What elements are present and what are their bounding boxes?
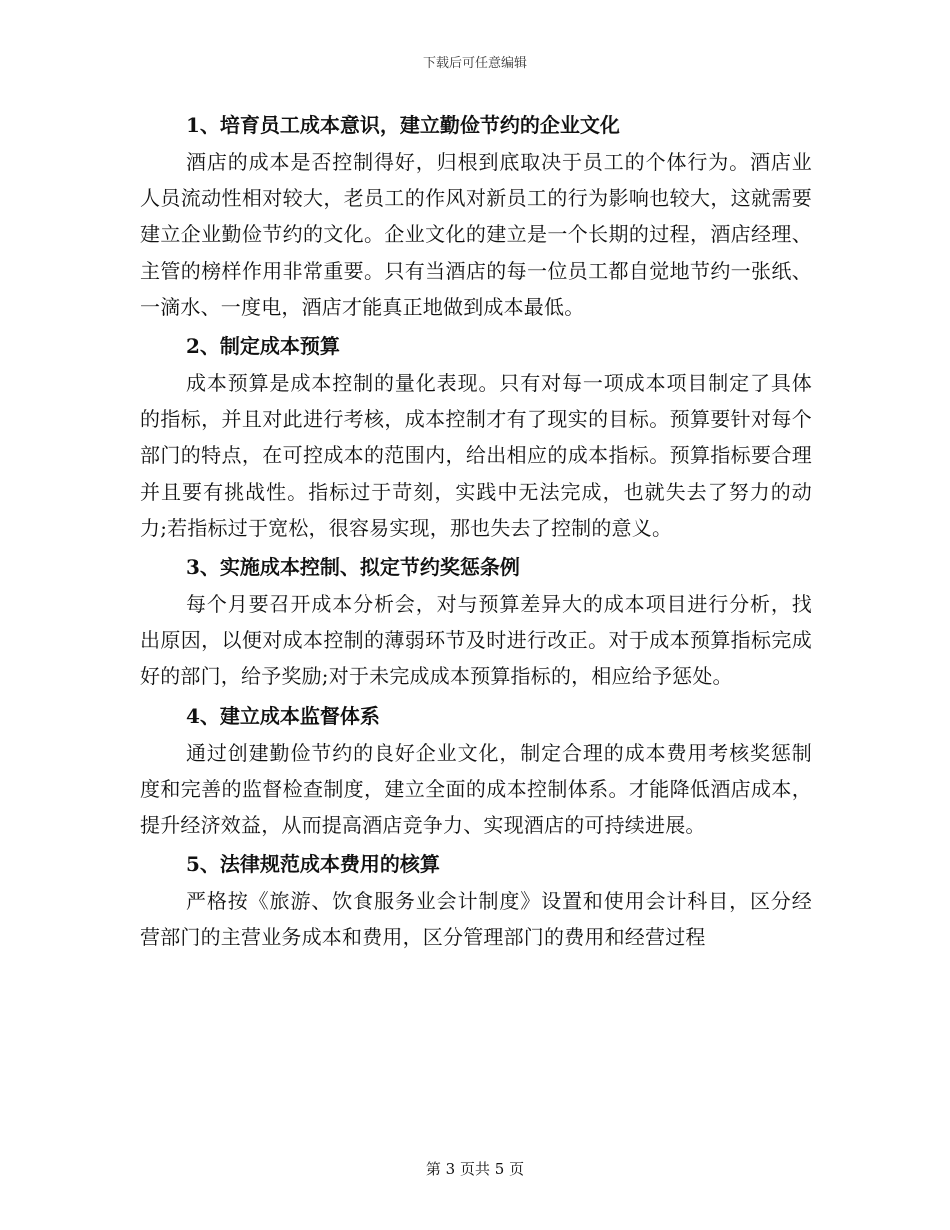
section-heading-2: 2、制定成本预算 — [186, 334, 340, 359]
section-body-1: 酒店的成本是否控制得好，归根到底取决于员工的个体行为。酒店业人员流动性相对较大，老员工的作风对新员工的行为影响也较大，这就需要建立企业勤俭节约的文化。企业文化的建立是一个长期的过程，酒店经理、主管的榜样作用非常重要。只有当酒店的每一位员工都自觉地节约一张纸、一滴水、一度电，酒店才能真正地做到成本最低。 — [140, 150, 812, 319]
section-heading-1: 1、培育员工成本意识，建立勤俭节约的企业文化 — [186, 113, 620, 137]
page-header-note: 下载后可任意编辑 — [422, 56, 527, 71]
section-heading-5: 5、法律规范成本费用的核算 — [186, 852, 440, 877]
section-heading-4: 4、建立成本监督体系 — [186, 703, 380, 728]
section-heading-3: 3、实施成本控制、拟定节约奖惩条例 — [186, 555, 520, 580]
document-body — [140, 106, 812, 958]
section-body-3: 每个月要召开成本分析会，对与预算差异大的成本项目进行分析，找出原因，以便对成本控制的薄弱环节及时进行改正。对于成本预算指标完成好的部门，给予奖励;对于未完成成本预算指标的，相应给予惩处。 — [140, 592, 812, 689]
page-number: 第 3 页共 5 页 — [425, 1160, 525, 1178]
section-body-4: 通过创建勤俭节约的良好企业文化，制定合理的成本费用考核奖惩制度和完善的监督检查制度，建立全面的成本控制体系。才能降低酒店成本，提升经济效益，从而提高酒店竞争力、实现酒店的可持续进展。 — [140, 740, 812, 838]
section-body-2: 成本预算是成本控制的量化表现。只有对每一项成本项目制定了具体的指标，并且对此进行考核，成本控制才有了现实的目标。预算要针对每个部门的特点，在可控成本的范围内，给出相应的成本指标。预算指标要合理并且要有挑战性。指标过于苛刻，实践中无法完成，也就失去了努力的动力;若指标过于宽松，很容易实现，那也失去了控制的意义。 — [140, 371, 812, 540]
section-body-5: 严格按《旅游、饮食服务业会计制度》设置和使用会计科目，区分经营部门的主营业务成本和费用，区分管理部门的费用和经营过程 — [140, 889, 812, 950]
